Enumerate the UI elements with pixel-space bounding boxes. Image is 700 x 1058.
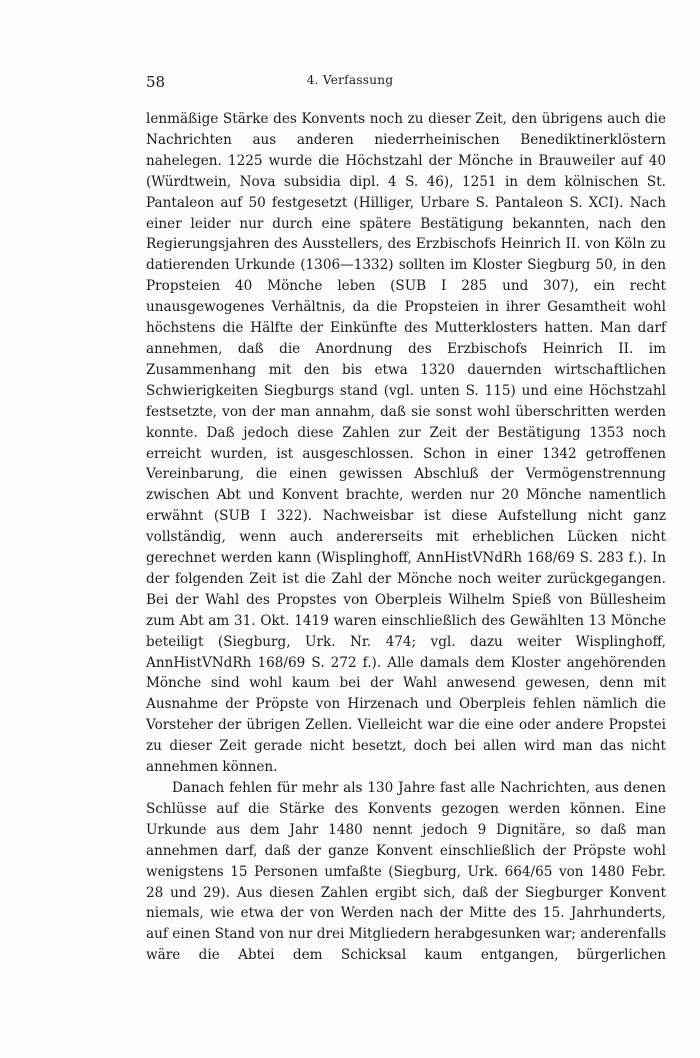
paragraph: lenmäßige Stärke des Konvents noch zu dieser Zeit, den übrigens auch die Nachrichten aus anderen niederrheinischen Benediktinerklöstern nahelegen. 1225 wurde die Höchstzahl der Mönche in Brauweiler auf 40 (Würdtwein, Nova subsidia dipl. 4 S. 46), 1251 in dem kölnischen St. Pantaleon auf 50 festgesetzt (Hilliger, Urbare S. Pantaleon S. XCI). Nach einer leider nur durch eine spätere Bestätigung bekannten, nach den Regierungsjahren des Ausstellers, des Erzbischofs Heinrich II. von Köln zu datierenden Urkunde (1306—1332) sollten im Kloster Siegburg 50, in den Propsteien 40 Mönche leben (SUB I 285 und 307), ein recht unausgewogenes Verhältnis, da die Propsteien in ihrer Gesamtheit wohl höchstens die Hälfte der Einkünfte des Mutterklosters hatten. Man darf annehmen, daß die Anordnung des Erzbischofs Heinrich II. im Zusammenhang mit den bis etwa 1320 dauernden wirtschaftlichen Schwierigkeiten Siegburgs stand (vgl. unten S. 115) und eine Höchstzahl festsetzte, von der man annahm, daß sie sonst wohl überschritten werden konnte. Daß jedoch diese Zahlen zur Zeit der Bestätigung 1353 noch erreicht wurden, ist ausgeschlossen. Schon in einer 1342 getroffenen Vereinbarung, die einen gewissen Abschluß der Vermögenstrennung zwischen Abt und Konvent brachte, werden nur 20 Mönche namentlich erwähnt (SUB I 322). Nachweisbar ist diese Aufstellung nicht ganz vollständig, wenn auch andererseits mit erheblichen Lücken nicht gerechnet werden kann (Wisplinghoff, AnnHistVNdRh 168/69 S. 283 f.). In der folgenden Zeit ist die Zahl der Mönche noch weiter zurückgegangen. Bei der Wahl des Propstes von Oberpleis Wilhelm Spieß von Büllesheim zum Abt am 31. Okt. 1419 waren einschließlich des Gewählten 13 Mönche beteiligt (Siegburg, Urk. Nr. 474; vgl. dazu weiter Wisplinghoff, AnnHistVNdRh 168/69 S. 272 f.). Alle damals dem Kloster angehörenden Mönche sind wohl kaum bei der Wahl anwesend gewesen, denn mit Ausnahme der Pröpste von Hirzenach und Oberpleis fehlen nämlich die Vorsteher der übrigen Zellen. Vielleicht war die eine oder andere Propstei zu dieser Zeit gerade nicht besetzt, doch bei allen wird man das nicht annehmen können. bbox=[146, 111, 666, 776]
page-number: 58 bbox=[146, 73, 166, 91]
paragraph: Danach fehlen für mehr als 130 Jahre fast alle Nachrichten, aus denen Schlüsse auf die Stärke des Konvents gezogen werden können. Eine Urkunde aus dem Jahr 1480 nennt jedoch 9 Dignitäre, so daß man annehmen darf, daß der ganze Konvent einschließlich der Pröpste wohl wenigstens 15 Personen umfaßte (Siegburg, Urk. 664/65 von 1480 Febr. 28 und 29). Aus diesen Zahlen ergibt sich, daß der Siegburger Konvent niemals, wie etwa der von Werden nach der Mitte des 15. Jahrhunderts, auf einen Stand von nur drei Mitgliedern herabgesunken war; anderenfalls wäre die Abtei dem Schicksal kaum entgangen, bürgerlichen bbox=[146, 780, 666, 964]
body-text bbox=[146, 109, 666, 966]
running-head: 4. Verfassung bbox=[306, 73, 394, 87]
